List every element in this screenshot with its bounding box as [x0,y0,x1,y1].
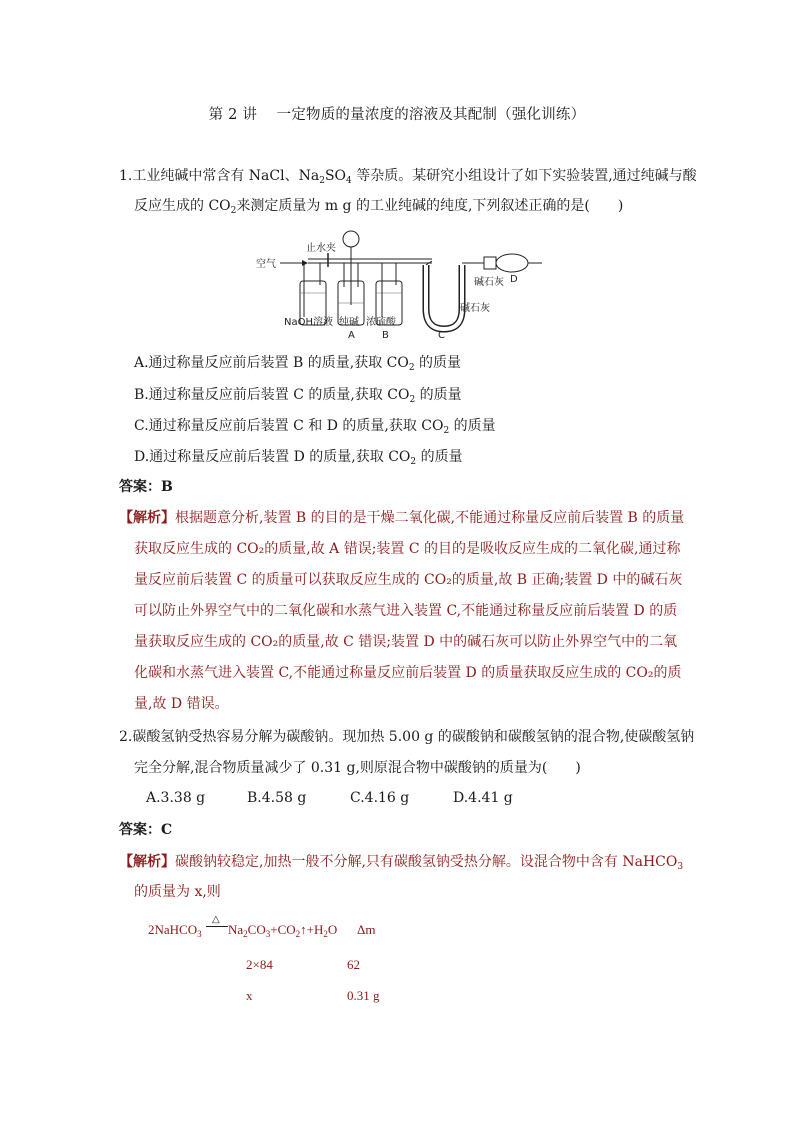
q1-analysis-line6: 化碳和水蒸气进入装置 C,不能通过称量反应前后装置 D 的质量获取反应生成的 CO₂的质 [134,665,682,681]
q1-text: 等杂质。某研究小组设计了如下实验装置,通过纯碱与酸 [351,168,697,184]
q1-text: 来测定质量为 m g 的工业纯碱的纯度,下列叙述正确的是( ) [236,198,624,214]
label-air: 空气 [256,259,276,270]
eq-text: Na [228,922,244,937]
eq-row3-left: x [246,988,253,1003]
eq-text: CO [247,922,266,937]
reaction-line [206,926,228,927]
eq-text: +CO [270,922,296,937]
page-title: 第 2 讲 一定物质的量浓度的溶液及其配制（强化训练） [208,107,586,123]
label-soda: 纯碱 [339,317,359,328]
q1-text: SO [324,168,347,184]
q1-sub: 2 [319,176,325,186]
option-text: 的质量 [449,418,496,434]
option-text: C.通过称量反应前后装置 C 和 D 的质量,获取 CO [134,418,444,434]
q2-option-c: C.4.16 g [350,790,410,806]
q2-stem-line2: 完全分解,混合物质量减少了 0.31 g,则原混合物中碳酸钠的质量为( ) [134,760,581,776]
option-sub: 2 [408,363,415,373]
eq-sub: 3 [197,929,202,939]
drying-tube-d [496,254,528,272]
label-acid: 浓硫酸 [366,317,396,328]
analysis-tag: 【解析】 [119,854,175,870]
apparatus-diagram [254,225,544,343]
label-clamp: 止水夹 [306,243,336,254]
label-b: B [382,330,389,341]
eq-text: O [327,922,338,937]
q1-answer: 答案：B [119,479,173,495]
option-text: 的质量 [415,387,462,403]
q1-stem-line2 [134,196,623,216]
delta-m: Δm [357,922,376,937]
q1-sub: 2 [230,206,237,216]
eq-row3-right: 0.31 g [347,988,380,1003]
option-sub: 2 [409,395,416,405]
option-sub: 2 [410,457,417,467]
arrow-head-icon [302,260,308,266]
q2-option-d: D.4.41 g [453,790,513,806]
u-tube [426,265,462,329]
q2-option-b: B.4.58 g [247,790,307,806]
option-sub: 2 [443,426,450,436]
label-a: A [348,330,355,341]
q1-option-d [134,446,463,466]
label-c: C [438,330,445,341]
q1-analysis-line3: 量反应前后装置 C 的质量可以获取反应生成的 CO₂的质量,故 B 正确;装置 D 中的碱石灰 [134,572,683,588]
q1-option-b [134,384,462,404]
q1-stem-line1 [119,166,697,186]
q1-analysis-line5: 量获取反应生成的 CO₂的质量,故 C 错误;装置 D 中的碱石灰可以防止外界空气中的二氧 [134,634,678,650]
q1-sub: 4 [346,176,352,186]
option-text: B.通过称量反应前后装置 C 的质量,获取 CO [134,387,410,403]
q2-analysis-line1 [119,852,683,872]
label-d: D [510,274,518,285]
q1-text: 1.工业纯碱中常含有 NaCl、Na [119,168,320,184]
analysis-text: 根据题意分析,装置 B 的目的是干燥二氧化碳,不能通过称量反应前后装置 B 的质量 [175,510,685,526]
q2-option-a: A.3.38 g [146,790,206,806]
q2-stem-line1: 2.碳酸氢钠受热容易分解为碳酸钠。现加热 5.00 g 的碳酸钠和碳酸氢钠的混合物,使碳酸氢钠 [119,729,695,745]
option-text: A.通过称量反应前后装置 B 的质量,获取 CO [134,355,409,371]
eq-sub: 2 [243,929,248,939]
label-lime-c: 碱石灰 [460,303,490,314]
q1-option-c [134,415,496,435]
funnel-icon [343,231,359,247]
option-text: D.通过称量反应前后装置 D 的质量,获取 CO [134,449,411,465]
q1-analysis-line1 [119,508,684,528]
equation-products [228,922,337,938]
eq-sub: 2 [295,929,301,939]
q1-analysis-line7: 量,故 D 错误。 [134,696,229,712]
q1-option-a [134,352,461,372]
analysis-text: 碳酸钠较稳定,加热一般不分解,只有碳酸氢钠受热分解。设混合物中含有 NaHCO [175,854,678,870]
q2-analysis-line2: 的质量为 x,则 [134,884,221,900]
equation-row1 [148,922,202,938]
eq-sub: 2 [323,929,328,939]
eq-sub: 3 [265,929,271,939]
q1-text: 反应生成的 CO [134,198,231,214]
eq-text: 2NaHCO [148,922,198,937]
analysis-sub: 3 [677,862,684,872]
heat-condition: △ [212,914,220,925]
label-lime-d: 碱石灰 [474,277,504,288]
label-naoh: NaOH溶液 [284,317,333,328]
q1-analysis-line4: 可以防止外界空气中的二氧化碳和水蒸气进入装置 C,不能通过称量反应前后装置 D 的质 [134,603,678,619]
option-text: 的质量 [414,355,462,371]
q1-analysis-line2: 获取反应生成的 CO₂的质量,故 A 错误;装置 C 的目的是吸收反应生成的二氧化碳,通过称 [134,541,681,557]
q2-answer: 答案：C [119,822,173,838]
option-text: 的质量 [416,449,463,465]
eq-row2-left: 2×84 [246,957,273,972]
eq-text: ↑+H [300,922,324,937]
analysis-tag: 【解析】 [119,510,175,526]
eq-row2-right: 62 [347,957,360,972]
